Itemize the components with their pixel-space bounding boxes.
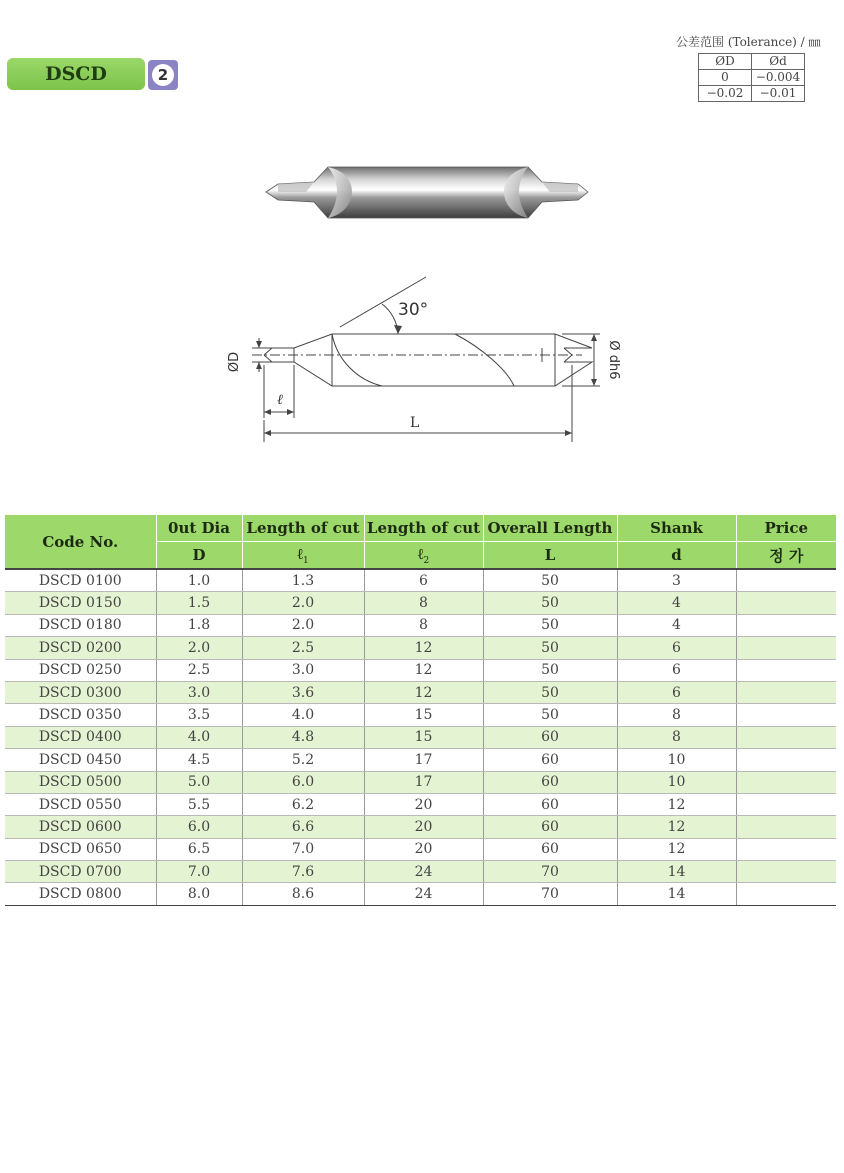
table-row	[5, 681, 836, 703]
code-cell: DSCD 0180	[5, 614, 156, 636]
shank-cell: 3	[617, 569, 736, 592]
col-out-dia-header: 0ut Dia	[156, 515, 242, 542]
overall-length-cell: 60	[483, 816, 617, 838]
shank-cell: 4	[617, 592, 736, 614]
code-cell: DSCD 0150	[5, 592, 156, 614]
tolerance-cell: −0.004	[752, 70, 805, 86]
loc1-cell: 2.0	[242, 614, 364, 636]
price-cell	[736, 614, 836, 636]
code-cell: DSCD 0350	[5, 704, 156, 726]
loc1-cell: 4.8	[242, 726, 364, 748]
code-cell: DSCD 0800	[5, 883, 156, 905]
loc2-cell: 24	[364, 861, 483, 883]
shank-cell: 12	[617, 838, 736, 860]
code-cell: DSCD 0650	[5, 838, 156, 860]
shank-cell: 14	[617, 883, 736, 905]
loc1-cell: 6.6	[242, 816, 364, 838]
tolerance-header-D: ØD	[699, 54, 752, 70]
out-dia-cell: 1.0	[156, 569, 242, 592]
center-drill-photo	[262, 160, 592, 225]
L-label: L	[410, 415, 420, 431]
col-price-header: Price	[736, 515, 836, 542]
price-cell	[736, 659, 836, 681]
col-price-symbol: 정 가	[736, 542, 836, 570]
angle-label: 30°	[398, 300, 429, 320]
col-loc2-header: Length of cut	[364, 515, 483, 542]
overall-length-cell: 50	[483, 614, 617, 636]
table-row	[5, 614, 836, 636]
tolerance-cell: 0	[699, 70, 752, 86]
out-dia-cell: 3.5	[156, 704, 242, 726]
out-dia-cell: 4.5	[156, 749, 242, 771]
table-row	[5, 816, 836, 838]
series-badge	[7, 58, 145, 90]
price-cell	[736, 838, 836, 860]
price-cell	[736, 749, 836, 771]
loc2-cell: 20	[364, 838, 483, 860]
col-overall-header: Overall Length	[483, 515, 617, 542]
series-number-badge	[148, 60, 178, 90]
col-loc2-symbol	[364, 542, 483, 570]
col-shank-header: Shank	[617, 515, 736, 542]
price-cell	[736, 771, 836, 793]
spec-table-body	[5, 569, 836, 905]
overall-length-cell: 50	[483, 569, 617, 592]
l1-label: ℓ	[277, 392, 283, 408]
col-out-dia-symbol: D	[156, 542, 242, 570]
code-cell: DSCD 0500	[5, 771, 156, 793]
table-row	[5, 771, 836, 793]
out-dia-cell: 3.0	[156, 681, 242, 703]
loc2-cell: 12	[364, 637, 483, 659]
loc2-cell: 12	[364, 659, 483, 681]
table-row	[5, 592, 836, 614]
out-dia-cell: 7.0	[156, 861, 242, 883]
spec-table	[5, 515, 836, 906]
table-row	[5, 569, 836, 592]
loc1-subscript: 1	[302, 555, 309, 566]
out-dia-cell: 2.5	[156, 659, 242, 681]
shank-cell: 8	[617, 726, 736, 748]
loc1-cell: 3.0	[242, 659, 364, 681]
col-loc1-symbol	[242, 542, 364, 570]
price-cell	[736, 816, 836, 838]
loc1-cell: 8.6	[242, 883, 364, 905]
overall-length-cell: 50	[483, 681, 617, 703]
out-dia-cell: 2.0	[156, 637, 242, 659]
shank-cell: 6	[617, 637, 736, 659]
shank-cell: 4	[617, 614, 736, 636]
table-row	[5, 637, 836, 659]
col-overall-symbol: L	[483, 542, 617, 570]
center-drill-drawing	[222, 270, 622, 450]
loc1-cell: 3.6	[242, 681, 364, 703]
col-code-header: Code No.	[5, 515, 156, 569]
col-loc1-header: Length of cut	[242, 515, 364, 542]
loc2-subscript: 2	[423, 555, 430, 566]
shank-cell: 10	[617, 771, 736, 793]
out-dia-cell: 5.5	[156, 793, 242, 815]
col-shank-symbol: d	[617, 542, 736, 570]
shank-cell: 14	[617, 861, 736, 883]
loc2-cell: 8	[364, 614, 483, 636]
out-dia-cell: 6.5	[156, 838, 242, 860]
table-row	[5, 726, 836, 748]
overall-length-cell: 60	[483, 771, 617, 793]
overall-length-cell: 60	[483, 726, 617, 748]
price-cell	[736, 569, 836, 592]
code-cell: DSCD 0300	[5, 681, 156, 703]
loc2-cell: 6	[364, 569, 483, 592]
loc2-cell: 15	[364, 726, 483, 748]
loc2-cell: 17	[364, 749, 483, 771]
price-cell	[736, 861, 836, 883]
out-dia-cell: 1.5	[156, 592, 242, 614]
shank-cell: 6	[617, 659, 736, 681]
shank-cell: 10	[617, 749, 736, 771]
loc1-cell: 7.0	[242, 838, 364, 860]
shank-cell: 8	[617, 704, 736, 726]
code-cell: DSCD 0550	[5, 793, 156, 815]
table-row	[5, 704, 836, 726]
tolerance-cell: −0.02	[699, 86, 752, 102]
price-cell	[736, 883, 836, 905]
out-dia-cell: 6.0	[156, 816, 242, 838]
price-cell	[736, 681, 836, 703]
code-cell: DSCD 0700	[5, 861, 156, 883]
loc2-cell: 8	[364, 592, 483, 614]
loc1-cell: 7.6	[242, 861, 364, 883]
code-cell: DSCD 0200	[5, 637, 156, 659]
d-label: ØD	[227, 351, 242, 373]
loc2-cell: 20	[364, 793, 483, 815]
overall-length-cell: 60	[483, 793, 617, 815]
shank-cell: 6	[617, 681, 736, 703]
loc1-cell: 4.0	[242, 704, 364, 726]
overall-length-cell: 50	[483, 637, 617, 659]
loc1-cell: 2.0	[242, 592, 364, 614]
price-cell	[736, 726, 836, 748]
overall-length-cell: 60	[483, 749, 617, 771]
shank-cell: 12	[617, 816, 736, 838]
loc1-cell: 6.2	[242, 793, 364, 815]
table-row	[5, 659, 836, 681]
out-dia-cell: 5.0	[156, 771, 242, 793]
loc1-cell: 1.3	[242, 569, 364, 592]
loc2-cell: 20	[364, 816, 483, 838]
loc2-cell: 17	[364, 771, 483, 793]
table-row	[5, 838, 836, 860]
table-row	[5, 793, 836, 815]
loc2-symbol: ℓ	[417, 544, 424, 563]
loc2-cell: 12	[364, 681, 483, 703]
code-cell: DSCD 0450	[5, 749, 156, 771]
price-cell	[736, 637, 836, 659]
price-cell	[736, 704, 836, 726]
tolerance-cell: −0.01	[752, 86, 805, 102]
price-cell	[736, 793, 836, 815]
tolerance-caption: 公差范围 (Tolerance) / ㎜	[676, 35, 821, 49]
overall-length-cell: 70	[483, 883, 617, 905]
code-cell: DSCD 0100	[5, 569, 156, 592]
table-row	[5, 749, 836, 771]
overall-length-cell: 50	[483, 592, 617, 614]
loc1-cell: 5.2	[242, 749, 364, 771]
table-row	[5, 883, 836, 905]
shank-cell: 12	[617, 793, 736, 815]
code-cell: DSCD 0250	[5, 659, 156, 681]
overall-length-cell: 50	[483, 704, 617, 726]
loc1-symbol: ℓ	[297, 544, 303, 563]
out-dia-cell: 1.8	[156, 614, 242, 636]
tolerance-table	[698, 53, 805, 102]
out-dia-cell: 8.0	[156, 883, 242, 905]
overall-length-cell: 60	[483, 838, 617, 860]
dh6-label: Ø dh6	[606, 340, 621, 380]
loc1-cell: 6.0	[242, 771, 364, 793]
table-row	[5, 861, 836, 883]
tolerance-header-d: Ød	[752, 54, 805, 70]
loc1-cell: 2.5	[242, 637, 364, 659]
price-cell	[736, 592, 836, 614]
series-number: 2	[152, 64, 174, 86]
overall-length-cell: 70	[483, 861, 617, 883]
loc2-cell: 15	[364, 704, 483, 726]
out-dia-cell: 4.0	[156, 726, 242, 748]
code-cell: DSCD 0400	[5, 726, 156, 748]
code-cell: DSCD 0600	[5, 816, 156, 838]
loc2-cell: 24	[364, 883, 483, 905]
overall-length-cell: 50	[483, 659, 617, 681]
series-label: DSCD	[45, 63, 107, 85]
